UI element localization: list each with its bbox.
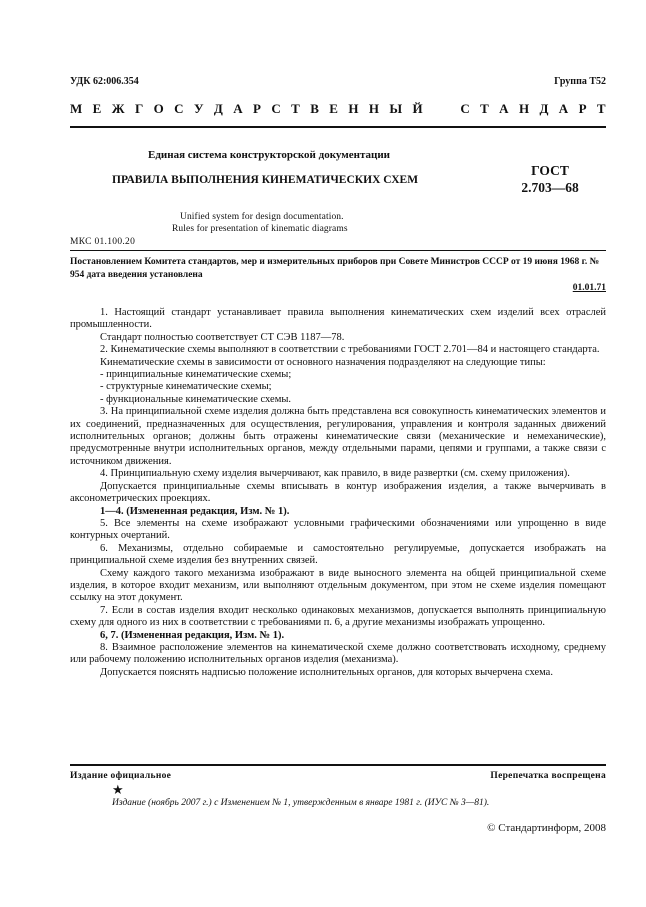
paragraph: 5. Все элементы на схеме изображают условными графическими обозначениями или упрощенно в виде контурных очертаний. [70,517,606,542]
paragraph: Допускается пояснять надписью положение исполнительных органов, для которых вычерчена схема. [100,666,553,678]
paragraph: 7. Если в состав изделия входит несколько одинаковых механизмов, допускается выполнять принципиальную схему для одного из них в соответствии с требованиями п. 6, а другие механизмы изображать упрощенно. [70,604,606,629]
edition-official: Издание официальное [70,771,172,781]
banner-letter: Г [134,101,144,116]
paragraph: 8. Взаимное расположение элементов на кинематической схеме должно соответствовать исходному, среднему или рабочему положению исполнительных органов изделия (механизма). [70,641,606,666]
paragraph: 6. Механизмы, отдельно собираемые и самостоятельно регулируемые, допускается изображать на принципиальной схеме изделия без внутренних связей. [70,542,606,567]
banner-letter: Т [480,101,489,116]
banner-letter: Ы [389,101,403,116]
document-title: ПРАВИЛА ВЫПОЛНЕНИЯ КИНЕМАТИЧЕСКИХ СХЕМ [112,174,419,186]
list-item: - принципиальные кинематические схемы; [100,369,292,381]
header-rule [70,126,606,128]
banner-letter: Р [253,101,261,116]
gost-code: 2.703—68 [521,180,579,195]
resolution-text: Постановлением Комитета стандартов, мер и измерительных приборов при Совете Министров СССР от 19 июня 1968 г. № 954 дата введения установлена [70,257,600,280]
paragraph: Схему каждого такого механизма изображают в виде выносного элемента на общей принципиальной схеме изделия, в которое входит механизм, или выполняют отдельным документом, при этом не схеме изделия помещают ссылку на этот документ. [70,567,606,604]
group-code: Группа Т52 [554,76,606,87]
banner-letter: Н [368,101,379,116]
amendment-note: 1—4. (Измененная редакция, Изм. № 1). [100,505,290,517]
star-icon: ★ [112,782,124,797]
title-rule [70,250,606,251]
document-body [70,307,606,679]
banner-letter: М [70,101,83,116]
english-title-line1: Unified system for design documentation. [180,212,344,222]
banner-letter: С [271,101,281,116]
mks-code: МКС 01.100.20 [70,237,136,247]
footer-rule [70,764,606,766]
paragraph: 4. Принципиальную схему изделия вычерчивают, как правило, в виде развертки (см. схему приложения). [100,468,570,480]
banner-letter: А [233,101,243,116]
banner-letter: С [174,101,184,116]
banner-letter: В [310,101,319,116]
list-item: - функциональные кинематические схемы. [100,393,292,405]
banner-letter: С [460,101,470,116]
interstate-standard-banner [70,101,606,117]
banner-letter: Н [348,101,359,116]
banner-letter: А [558,101,569,116]
banner-letter: Н [518,101,530,116]
edition-note: Издание (ноябрь 2007 г.) с Изменением № 1, утвержденным в январе 1981 г. (ИУС № 3—81). [112,798,490,808]
effective-date: 01.01.71 [572,283,606,293]
gost-number [500,162,600,196]
udk-code: УДК 62:006.354 [70,76,139,87]
paragraph: 1. Настоящий стандарт устанавливает правила выполнения кинематических схем изделий всех отраслей промышленности. [70,307,606,331]
system-name: Единая система конструкторской документации [148,149,390,161]
banner-letter: О [153,101,164,116]
list-item: - структурные кинематические схемы; [100,381,272,393]
reprint-prohibited: Перепечатка воспрещена [490,771,606,781]
banner-letter: Д [539,101,549,116]
amendment-note: 6, 7. (Измененная редакция, Изм. № 1). [100,629,285,641]
banner-letter: Т [596,101,606,116]
paragraph: Допускается принципиальные схемы вписывать в контур изображения изделия, а также вычерчивать в аксонометрических проекциях. [70,480,606,505]
english-title-line2: Rules for presentation of kinematic diagrams [172,224,348,234]
banner-letter: Ж [111,101,125,116]
banner-letter: Р [578,101,587,116]
banner-letter: У [193,101,204,116]
banner-letter: Е [329,101,338,116]
banner-letter [447,101,450,117]
copyright: © Стандартинформ, 2008 [487,822,606,834]
gost-label: ГОСТ [531,163,569,178]
banner-letter: Т [291,101,300,116]
banner-letter [433,101,436,117]
paragraph: Стандарт полностью соответствует СТ СЭВ 1187—78. [100,331,345,343]
banner-letter: Е [92,101,102,116]
paragraph: 2. Кинематические схемы выполняют в соответствии с требованиями ГОСТ 2.701—84 и настоящего стандарта. [100,344,600,356]
banner-letter: Й [412,101,423,116]
banner-letter: А [499,101,509,116]
paragraph: 3. На принципиальной схеме изделия должна быть представлена вся совокупность кинематических элементов и их соединений, предназначенных для осуществления, регулирования, управления и контроля заданных движений исполнительных органов; должны быть отражены кинематические связи (механические и немеханические), предусмотренные внутри исполнительных органов, между отдельными парами, цепями и группами, а также связи с источником движения. [70,406,606,467]
banner-letter: Д [213,101,223,116]
paragraph: Кинематические схемы в зависимости от основного назначения подразделяют на следующие типы: [100,356,546,368]
